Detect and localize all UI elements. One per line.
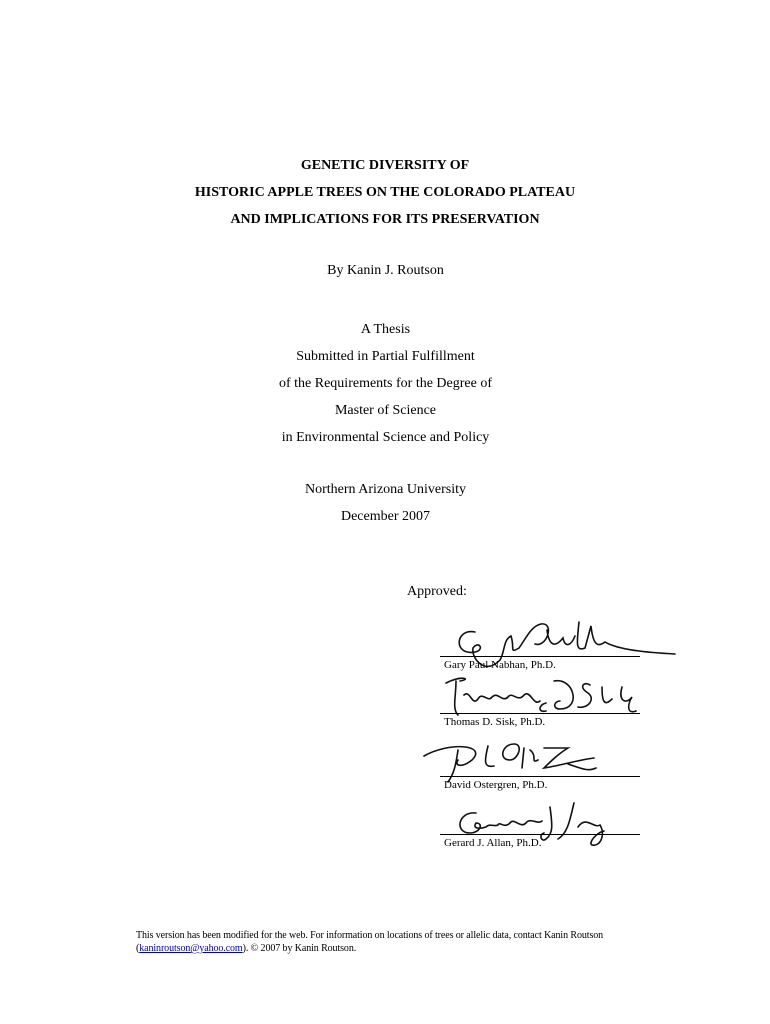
signature-line <box>440 776 640 777</box>
signature-line <box>440 656 640 657</box>
degree-line-2: Submitted in Partial Fulfillment <box>296 349 475 364</box>
author-line: By Kanin J. Routson <box>327 263 444 278</box>
title-line-2: HISTORIC APPLE TREES ON THE COLORADO PLATEAU <box>194 185 576 200</box>
signature-line <box>440 834 640 835</box>
signatory-name: Thomas D. Sisk, Ph.D. <box>444 716 546 728</box>
footer-text-before: This version has been modified for the web. For information on locations of trees or allelic data, contact Kanin Routson ( <box>136 930 604 954</box>
degree-statement <box>0 316 770 451</box>
author-email-link[interactable]: kaninroutson@yahoo.com <box>139 943 243 954</box>
title-line-3: AND IMPLICATIONS FOR ITS PRESERVATION <box>230 212 540 227</box>
title-line-1: GENETIC DIVERSITY OF <box>300 158 470 173</box>
signature-line <box>440 713 640 714</box>
signatory-name: David Ostergren, Ph.D. <box>444 779 548 791</box>
submission-date: December 2007 <box>340 509 431 524</box>
degree-line-5: in Environmental Science and Policy <box>281 430 490 445</box>
approved-label: Approved: <box>407 584 467 599</box>
footer-text-after: ). © 2007 by Kanin Routson. <box>242 943 357 954</box>
degree-line-1: A Thesis <box>360 322 411 337</box>
institution-block <box>0 476 770 530</box>
web-version-note <box>136 929 696 955</box>
degree-line-3: of the Requirements for the Degree of <box>278 376 493 391</box>
thesis-title <box>0 152 770 233</box>
degree-line-4: Master of Science <box>334 403 437 418</box>
signatory-name: Gary Paul Nabhan, Ph.D. <box>444 659 556 671</box>
university-name: Northern Arizona University <box>305 482 466 497</box>
signatory-name: Gerard J. Allan, Ph.D. <box>444 837 542 849</box>
